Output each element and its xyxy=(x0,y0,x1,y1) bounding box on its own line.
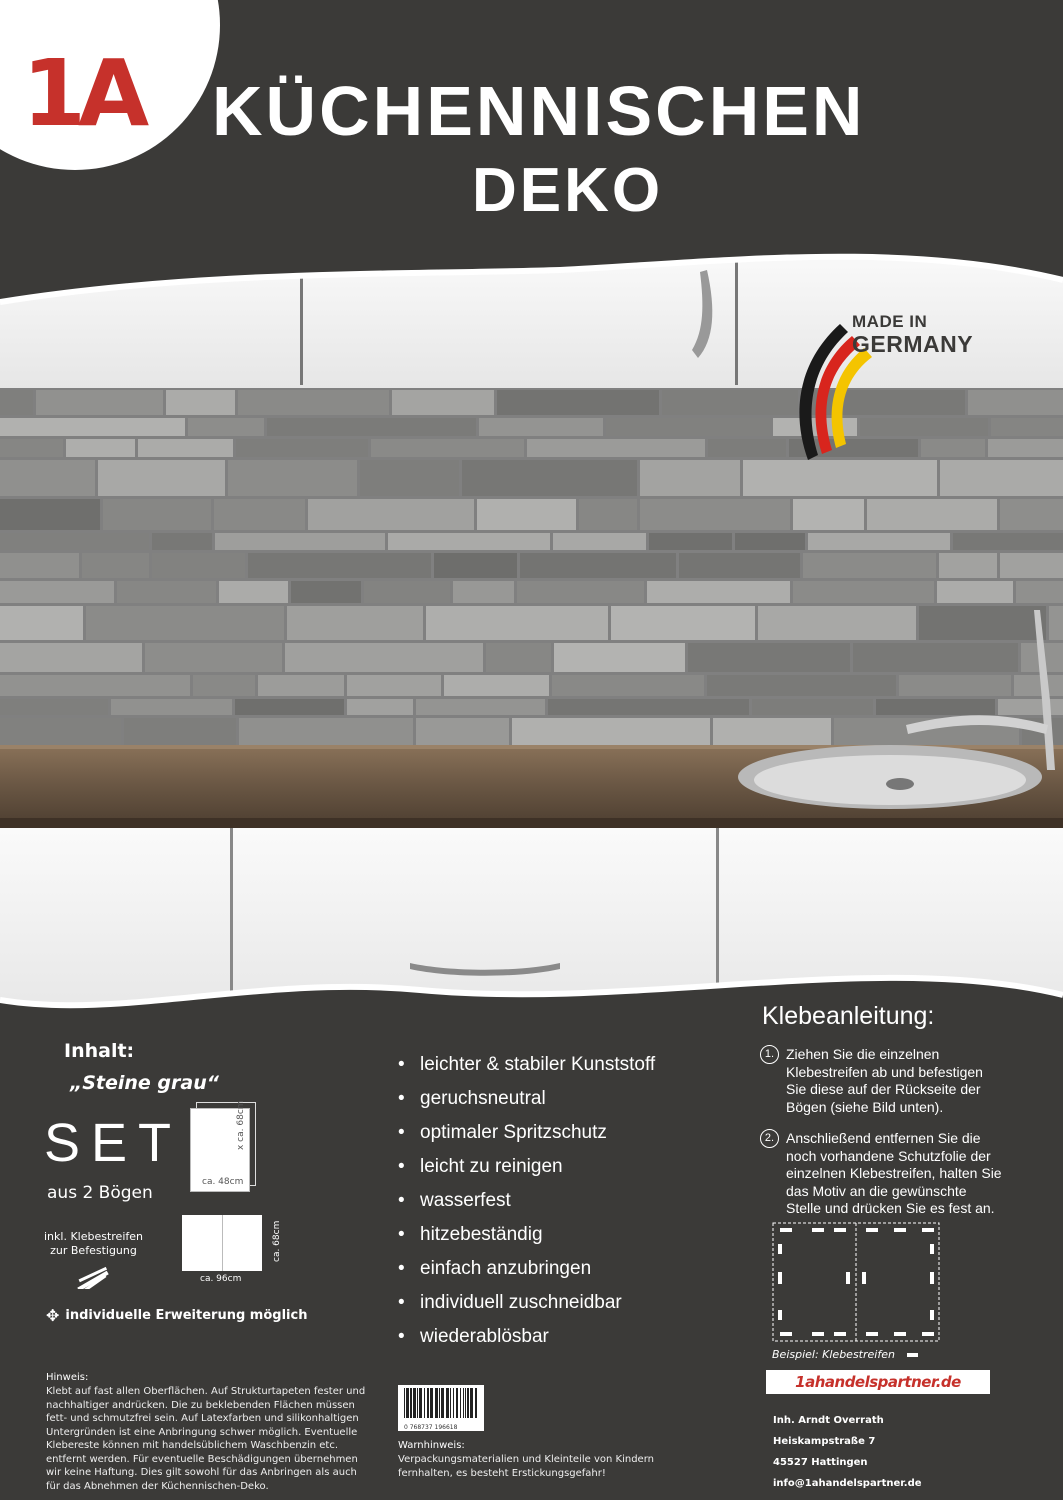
barcode-bar xyxy=(441,1388,444,1418)
page-title-line2: DEKO xyxy=(472,156,664,225)
stone-block xyxy=(416,699,545,715)
barcode-bar xyxy=(413,1388,416,1418)
stone-block xyxy=(426,606,608,640)
stone-block xyxy=(166,390,235,415)
barcode-bar xyxy=(410,1388,412,1418)
barcode-bar xyxy=(453,1388,454,1418)
stone-block xyxy=(940,460,1063,496)
stone-block xyxy=(517,581,644,603)
stone-block xyxy=(453,581,514,603)
stone-block xyxy=(477,499,576,530)
instruction-step-2 xyxy=(762,1130,1002,1218)
stone-block xyxy=(152,533,212,550)
stone-block xyxy=(1000,499,1063,530)
extension-text: individuelle Erweiterung möglich xyxy=(65,1308,308,1323)
feature-list xyxy=(398,1054,655,1360)
stone-block xyxy=(360,460,459,496)
stone-block xyxy=(708,439,786,457)
bullet-icon: • xyxy=(398,1122,405,1143)
stone-block xyxy=(1049,606,1063,640)
page-title-line1: KÜCHENNISCHEN xyxy=(212,72,866,150)
stone-block xyxy=(0,418,185,436)
stone-block xyxy=(152,553,245,578)
stone-block xyxy=(287,606,423,640)
brand-logo: 1A xyxy=(22,40,142,147)
stone-block xyxy=(611,606,755,640)
stone-block xyxy=(434,553,517,578)
barcode-bar xyxy=(475,1388,477,1418)
stone-block xyxy=(860,418,988,436)
feature-item xyxy=(398,1326,655,1360)
stone-block xyxy=(138,439,233,457)
barcode-bar xyxy=(470,1388,473,1418)
barcode-bar xyxy=(446,1388,449,1418)
bullet-icon: • xyxy=(398,1088,405,1109)
feature-text: geruchsneutral xyxy=(420,1088,546,1109)
set-subtitle: aus 2 Bögen xyxy=(47,1183,153,1203)
barcode-bar xyxy=(406,1388,409,1418)
feature-item xyxy=(398,1122,655,1156)
set-label: SET xyxy=(44,1113,183,1173)
stone-block xyxy=(486,643,551,672)
stone-block xyxy=(228,460,357,496)
stone-block xyxy=(388,533,550,550)
stone-block xyxy=(0,581,114,603)
stone-block xyxy=(1000,553,1063,578)
stone-block xyxy=(214,499,305,530)
total-width-label: ca. 96cm xyxy=(200,1274,242,1284)
stone-block xyxy=(0,675,190,696)
website-banner[interactable]: 1ahandelspartner.de xyxy=(766,1370,990,1394)
stone-block xyxy=(554,643,685,672)
stone-block xyxy=(707,675,896,696)
stone-block xyxy=(968,390,1063,415)
stone-block xyxy=(640,499,790,530)
stone-block xyxy=(145,643,282,672)
stone-block xyxy=(735,533,805,550)
bullet-icon: • xyxy=(398,1190,405,1211)
tape-note-line1: inkl. Klebestreifen xyxy=(44,1230,143,1243)
stone-block xyxy=(649,533,732,550)
stone-block xyxy=(267,418,476,436)
stone-block xyxy=(66,439,135,457)
stone-block xyxy=(773,418,857,436)
feature-text: wasserfest xyxy=(420,1190,511,1211)
diagram-caption: Beispiel: Klebestreifen xyxy=(772,1348,895,1361)
stone-block xyxy=(0,460,95,496)
feature-text: optimaler Spritzschutz xyxy=(420,1122,607,1143)
hint-label: Hinweis: xyxy=(46,1372,89,1383)
sheet-width-label: ca. 48cm xyxy=(202,1177,244,1187)
stone-block xyxy=(793,581,934,603)
feature-text: individuell zuschneidbar xyxy=(420,1292,622,1313)
tape-strips-icon xyxy=(74,1259,114,1289)
stone-block xyxy=(953,533,1063,550)
stone-block xyxy=(0,606,83,640)
made-in-germany-badge xyxy=(852,313,973,357)
feature-item xyxy=(398,1190,655,1224)
sheet-height-label: x ca. 68cm xyxy=(236,1100,246,1150)
barcode-bar xyxy=(424,1388,425,1418)
stone-block xyxy=(921,439,985,457)
stone-block xyxy=(111,699,232,715)
barcode-bar xyxy=(465,1388,466,1418)
warning-text: Verpackungsmaterialien und Kleinteile von Kindern fernhalten, es besteht Erstickungsgefahr! xyxy=(398,1454,654,1479)
stone-block xyxy=(462,460,637,496)
seller-city: 45527 Hattingen xyxy=(773,1457,868,1468)
stone-block xyxy=(347,699,413,715)
badge-line1: MADE IN xyxy=(852,312,928,331)
stone-block xyxy=(219,581,288,603)
stone-block xyxy=(0,499,100,530)
barcode-bar xyxy=(404,1388,405,1418)
bullet-icon: • xyxy=(398,1224,405,1245)
seller-street: Heiskampstraße 7 xyxy=(773,1436,876,1447)
barcode-bar xyxy=(463,1388,464,1418)
instruction-step-1 xyxy=(762,1046,1002,1116)
stone-block xyxy=(117,581,216,603)
stone-block xyxy=(548,699,749,715)
tape-note xyxy=(44,1230,143,1293)
stone-block xyxy=(988,439,1063,457)
feature-item xyxy=(398,1088,655,1122)
stone-block xyxy=(215,533,385,550)
stone-block xyxy=(679,553,800,578)
tape-placement-diagram xyxy=(772,1222,940,1342)
barcode-bar xyxy=(419,1388,422,1418)
extension-note xyxy=(46,1306,307,1325)
feature-text: hitzebeständig xyxy=(420,1224,543,1245)
stone-block xyxy=(867,499,997,530)
stone-block xyxy=(803,553,936,578)
stone-block xyxy=(364,581,450,603)
feature-text: leichter & stabiler Kunststoff xyxy=(420,1054,656,1075)
stone-block xyxy=(308,499,474,530)
stone-block xyxy=(647,581,790,603)
barcode-bar xyxy=(460,1388,461,1418)
hint-text: Klebt auf fast allen Oberflächen. Auf Strukturtapeten fester und nachhaltiger andrücken. Die zu beklebenden Flächen müssen fett- und schmutzfrei sein. Auf Latexfarben und silikonhaltigen Untergründen ist eine Anbringung schwer möglich. Eventuelle Klebereste können mit handelsüblichem Waschbenzin etc. entfernt werden. Für eventuelle Beschädigungen übernehmen wir keine Haftung. Dies gilt sowohl für das Anbringen als auch für das Abnehmen der Küchennischen-Deko. xyxy=(46,1386,366,1492)
stone-block xyxy=(82,553,149,578)
stone-block xyxy=(919,606,1046,640)
stone-block xyxy=(248,553,431,578)
stone-block xyxy=(103,499,211,530)
stone-block xyxy=(991,418,1063,436)
stone-block xyxy=(235,699,344,715)
stone-block xyxy=(752,699,873,715)
stone-block xyxy=(193,675,255,696)
feature-text: einfach anzubringen xyxy=(420,1258,592,1279)
stone-block xyxy=(662,390,798,415)
stone-block xyxy=(258,675,344,696)
feature-text: wiederablösbar xyxy=(420,1326,549,1347)
stone-block xyxy=(0,439,63,457)
stone-block xyxy=(0,533,149,550)
warning-label: Warnhinweis: xyxy=(398,1440,465,1451)
stone-block xyxy=(291,581,361,603)
move-arrows-icon: ✥ xyxy=(46,1306,60,1325)
seller-address xyxy=(773,1410,922,1494)
stone-block xyxy=(0,699,108,715)
seller-owner: Inh. Arndt Overrath xyxy=(773,1415,884,1426)
barcode-bars xyxy=(398,1385,484,1421)
contents-name: „Steine grau“ xyxy=(70,1072,219,1094)
feature-item xyxy=(398,1258,655,1292)
badge-line2: GERMANY xyxy=(852,330,974,357)
stone-block xyxy=(606,418,770,436)
stone-block xyxy=(0,643,142,672)
stone-block xyxy=(444,675,549,696)
stone-block xyxy=(758,606,916,640)
tape-legend-mark xyxy=(907,1353,918,1357)
stone-block xyxy=(392,390,494,415)
double-sheet-diagram xyxy=(182,1215,262,1271)
stone-block xyxy=(347,675,441,696)
stone-block xyxy=(520,553,676,578)
bullet-icon: • xyxy=(398,1326,405,1347)
step-text: Anschließend entfernen Sie die noch vorhandene Schutzfolie der einzelnen Klebestreifen, halten Sie das Motiv an die gewünschte Stelle und drücken Sie es fest an. xyxy=(786,1130,1002,1216)
feature-item xyxy=(398,1054,655,1088)
stone-block xyxy=(853,643,1018,672)
feature-item xyxy=(398,1156,655,1190)
stone-block xyxy=(236,439,368,457)
stone-block xyxy=(743,460,937,496)
stone-block xyxy=(998,699,1063,715)
stone-block xyxy=(688,643,850,672)
bullet-icon: • xyxy=(398,1258,405,1279)
barcode-bar xyxy=(417,1388,418,1418)
tape-note-line2: zur Befestigung xyxy=(50,1244,137,1258)
stone-block xyxy=(939,553,997,578)
stone-block xyxy=(36,390,163,415)
instructions-title: Klebeanleitung: xyxy=(762,1002,935,1030)
barcode-bar xyxy=(439,1388,440,1418)
bullet-icon: • xyxy=(398,1156,405,1177)
stone-block xyxy=(86,606,284,640)
feature-text: leicht zu reinigen xyxy=(420,1156,563,1177)
barcode-bar xyxy=(435,1388,438,1418)
stone-block xyxy=(527,439,705,457)
stone-block xyxy=(579,499,637,530)
stone-block xyxy=(188,418,264,436)
total-height-label: ca. 68cm xyxy=(272,1220,282,1262)
stone-block xyxy=(285,643,483,672)
stone-block xyxy=(497,390,659,415)
stone-block xyxy=(876,699,995,715)
seller-email[interactable]: info@1ahandelspartner.de xyxy=(773,1478,922,1489)
stone-block xyxy=(899,675,1011,696)
barcode-bar xyxy=(467,1388,469,1418)
stone-block xyxy=(238,390,389,415)
contents-label: Inhalt: xyxy=(64,1040,135,1062)
stone-block xyxy=(808,533,950,550)
step-number: 1. xyxy=(760,1045,779,1064)
kitchen-scene-photo xyxy=(0,250,1063,1050)
barcode-bar xyxy=(430,1388,433,1418)
barcode-number: 0 768737 196618 xyxy=(404,1424,458,1431)
stone-block xyxy=(98,460,225,496)
feature-item xyxy=(398,1224,655,1258)
step-text: Ziehen Sie die einzelnen Klebestreifen ab und befestigen Sie diese auf der Rückseite der Bögen (siehe Bild unten). xyxy=(786,1046,983,1115)
step-number: 2. xyxy=(760,1129,779,1148)
stone-block xyxy=(1016,581,1063,603)
stone-block xyxy=(793,499,864,530)
stone-block xyxy=(0,553,79,578)
stone-block xyxy=(640,460,740,496)
bullet-icon: • xyxy=(398,1054,405,1075)
barcode-bar xyxy=(427,1388,429,1418)
bullet-icon: • xyxy=(398,1292,405,1313)
barcode-bar xyxy=(456,1388,458,1418)
stone-block xyxy=(553,533,646,550)
stone-block xyxy=(0,390,33,415)
feature-item xyxy=(398,1292,655,1326)
stone-block xyxy=(1014,675,1063,696)
stone-block xyxy=(371,439,524,457)
barcode-bar xyxy=(450,1388,451,1418)
stone-block xyxy=(479,418,603,436)
stone-block xyxy=(552,675,704,696)
stone-block xyxy=(937,581,1013,603)
